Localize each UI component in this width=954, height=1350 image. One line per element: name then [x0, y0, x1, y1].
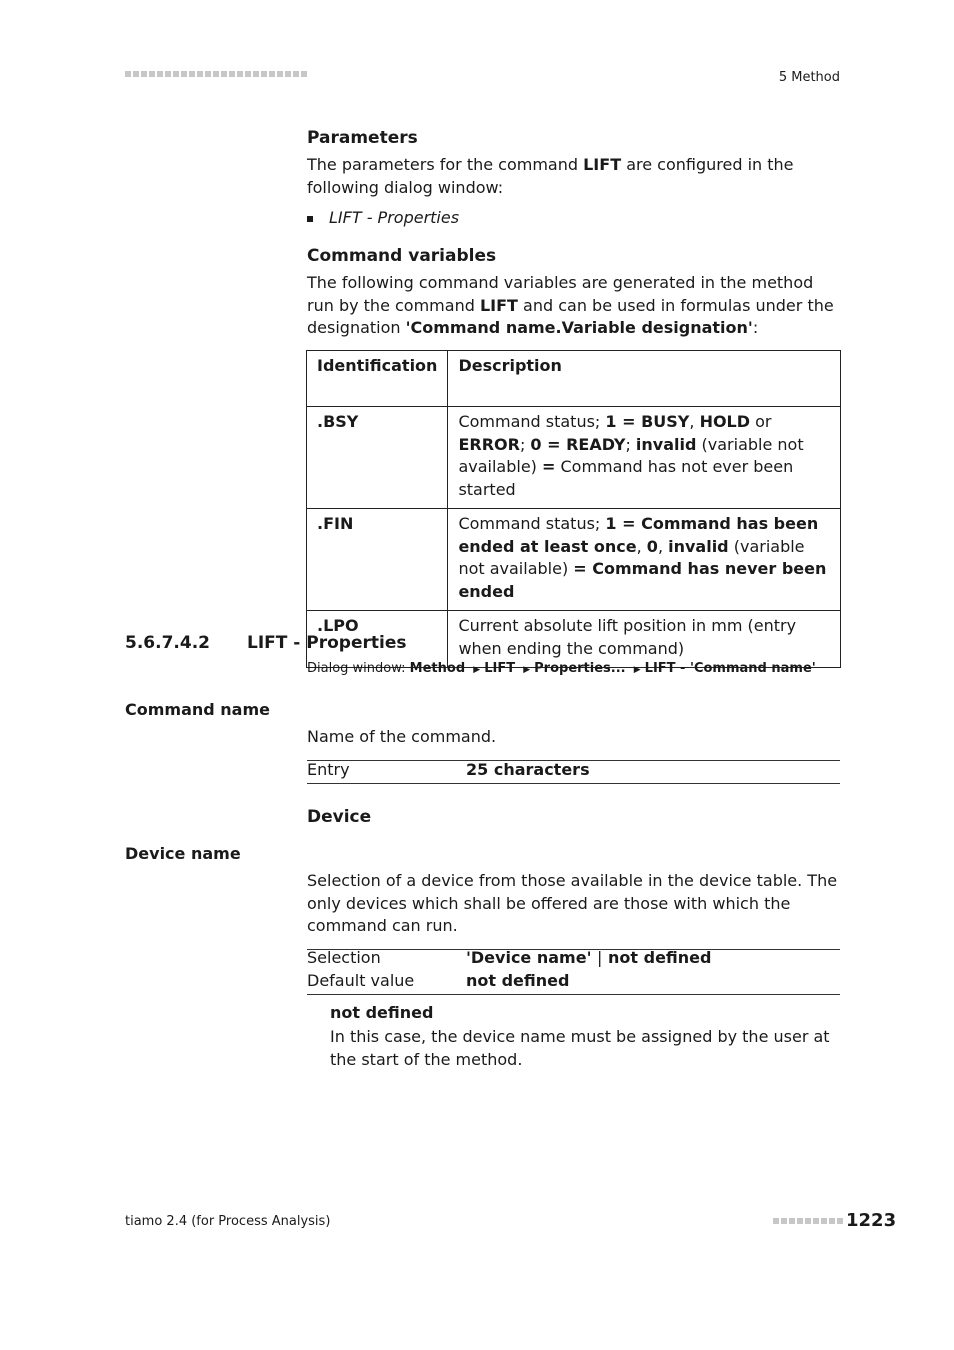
- note-title: not defined: [330, 1003, 434, 1022]
- page-number: 1223: [846, 1210, 897, 1231]
- parameters-heading: Parameters: [307, 128, 418, 148]
- dialog-path-step: Properties...: [534, 661, 626, 676]
- table-row: [307, 407, 841, 509]
- dialog-window-path: [307, 661, 816, 676]
- path-separator-icon: ▶: [523, 665, 531, 675]
- note-text: In this case, the device name must be assigned by the user at the start of the method.: [330, 1027, 830, 1069]
- command-variables-heading: Command variables: [307, 246, 497, 266]
- bullet-icon: [307, 216, 313, 222]
- device-name-heading: Device name: [125, 844, 241, 863]
- divider: [307, 783, 840, 784]
- entry-value: 25 characters: [466, 760, 590, 779]
- table-header-description: Description: [448, 351, 841, 407]
- variable-description: Current absolute lift position in mm (entry when ending the command): [448, 611, 841, 668]
- table-header-row: [307, 351, 841, 407]
- default-value-label: Default value: [307, 971, 415, 990]
- command-name-heading: Command name: [125, 700, 270, 719]
- command-name-description: Name of the command.: [307, 727, 497, 746]
- path-separator-icon: ▶: [473, 665, 481, 675]
- dialog-path-prefix: Dialog window:: [307, 661, 410, 676]
- device-name-description: Selection of a device from those available in the device table. The only devices which shall be offered are those with which the command can run.: [307, 871, 838, 935]
- entry-label: Entry: [307, 760, 350, 779]
- selection-value: 'Device name' | not defined: [466, 948, 712, 967]
- parameters-bullet: [307, 208, 459, 227]
- table-row: [307, 509, 841, 611]
- selection-label: Selection: [307, 948, 381, 967]
- divider: [307, 994, 840, 995]
- header-section-title: 5 Method: [778, 70, 840, 85]
- section-number: 5.6.7.4.2: [125, 633, 210, 653]
- variable-identification: .FIN: [307, 509, 448, 611]
- device-group-heading: Device: [307, 807, 372, 827]
- command-variables-table: [306, 350, 841, 668]
- footer-product: tiamo 2.4 (for Process Analysis): [125, 1214, 331, 1229]
- dialog-path-step: Method: [409, 661, 466, 676]
- variable-description: Command status; 1 = Command has been ended at least once, 0, invalid (variable not available) = Command has never been ended: [448, 509, 841, 611]
- dialog-path-step: LIFT: [484, 661, 516, 676]
- default-value: not defined: [466, 971, 570, 990]
- footer-decoration: [773, 1218, 843, 1224]
- parameters-intro: The parameters for the command LIFT are configured in the following dialog window:: [307, 155, 794, 197]
- variable-identification: .BSY: [307, 407, 448, 509]
- dialog-path-step: LIFT - 'Command name': [644, 661, 816, 676]
- variable-description: Command status; 1 = BUSY, HOLD or ERROR; 0 = READY; invalid (variable not available) = Command has not ever been started: [448, 407, 841, 509]
- parameters-bullet-link[interactable]: LIFT - Properties: [329, 208, 460, 227]
- path-separator-icon: ▶: [633, 665, 641, 675]
- table-header-identification: Identification: [307, 351, 448, 407]
- header-decoration: [125, 71, 307, 79]
- section-title: LIFT - Properties: [247, 633, 407, 653]
- variable-identification: .LPO: [307, 611, 448, 668]
- command-variables-intro: The following command variables are generated in the method run by the command LIFT and can be used in formulas under the designation 'Command name.Variable designation':: [307, 273, 834, 337]
